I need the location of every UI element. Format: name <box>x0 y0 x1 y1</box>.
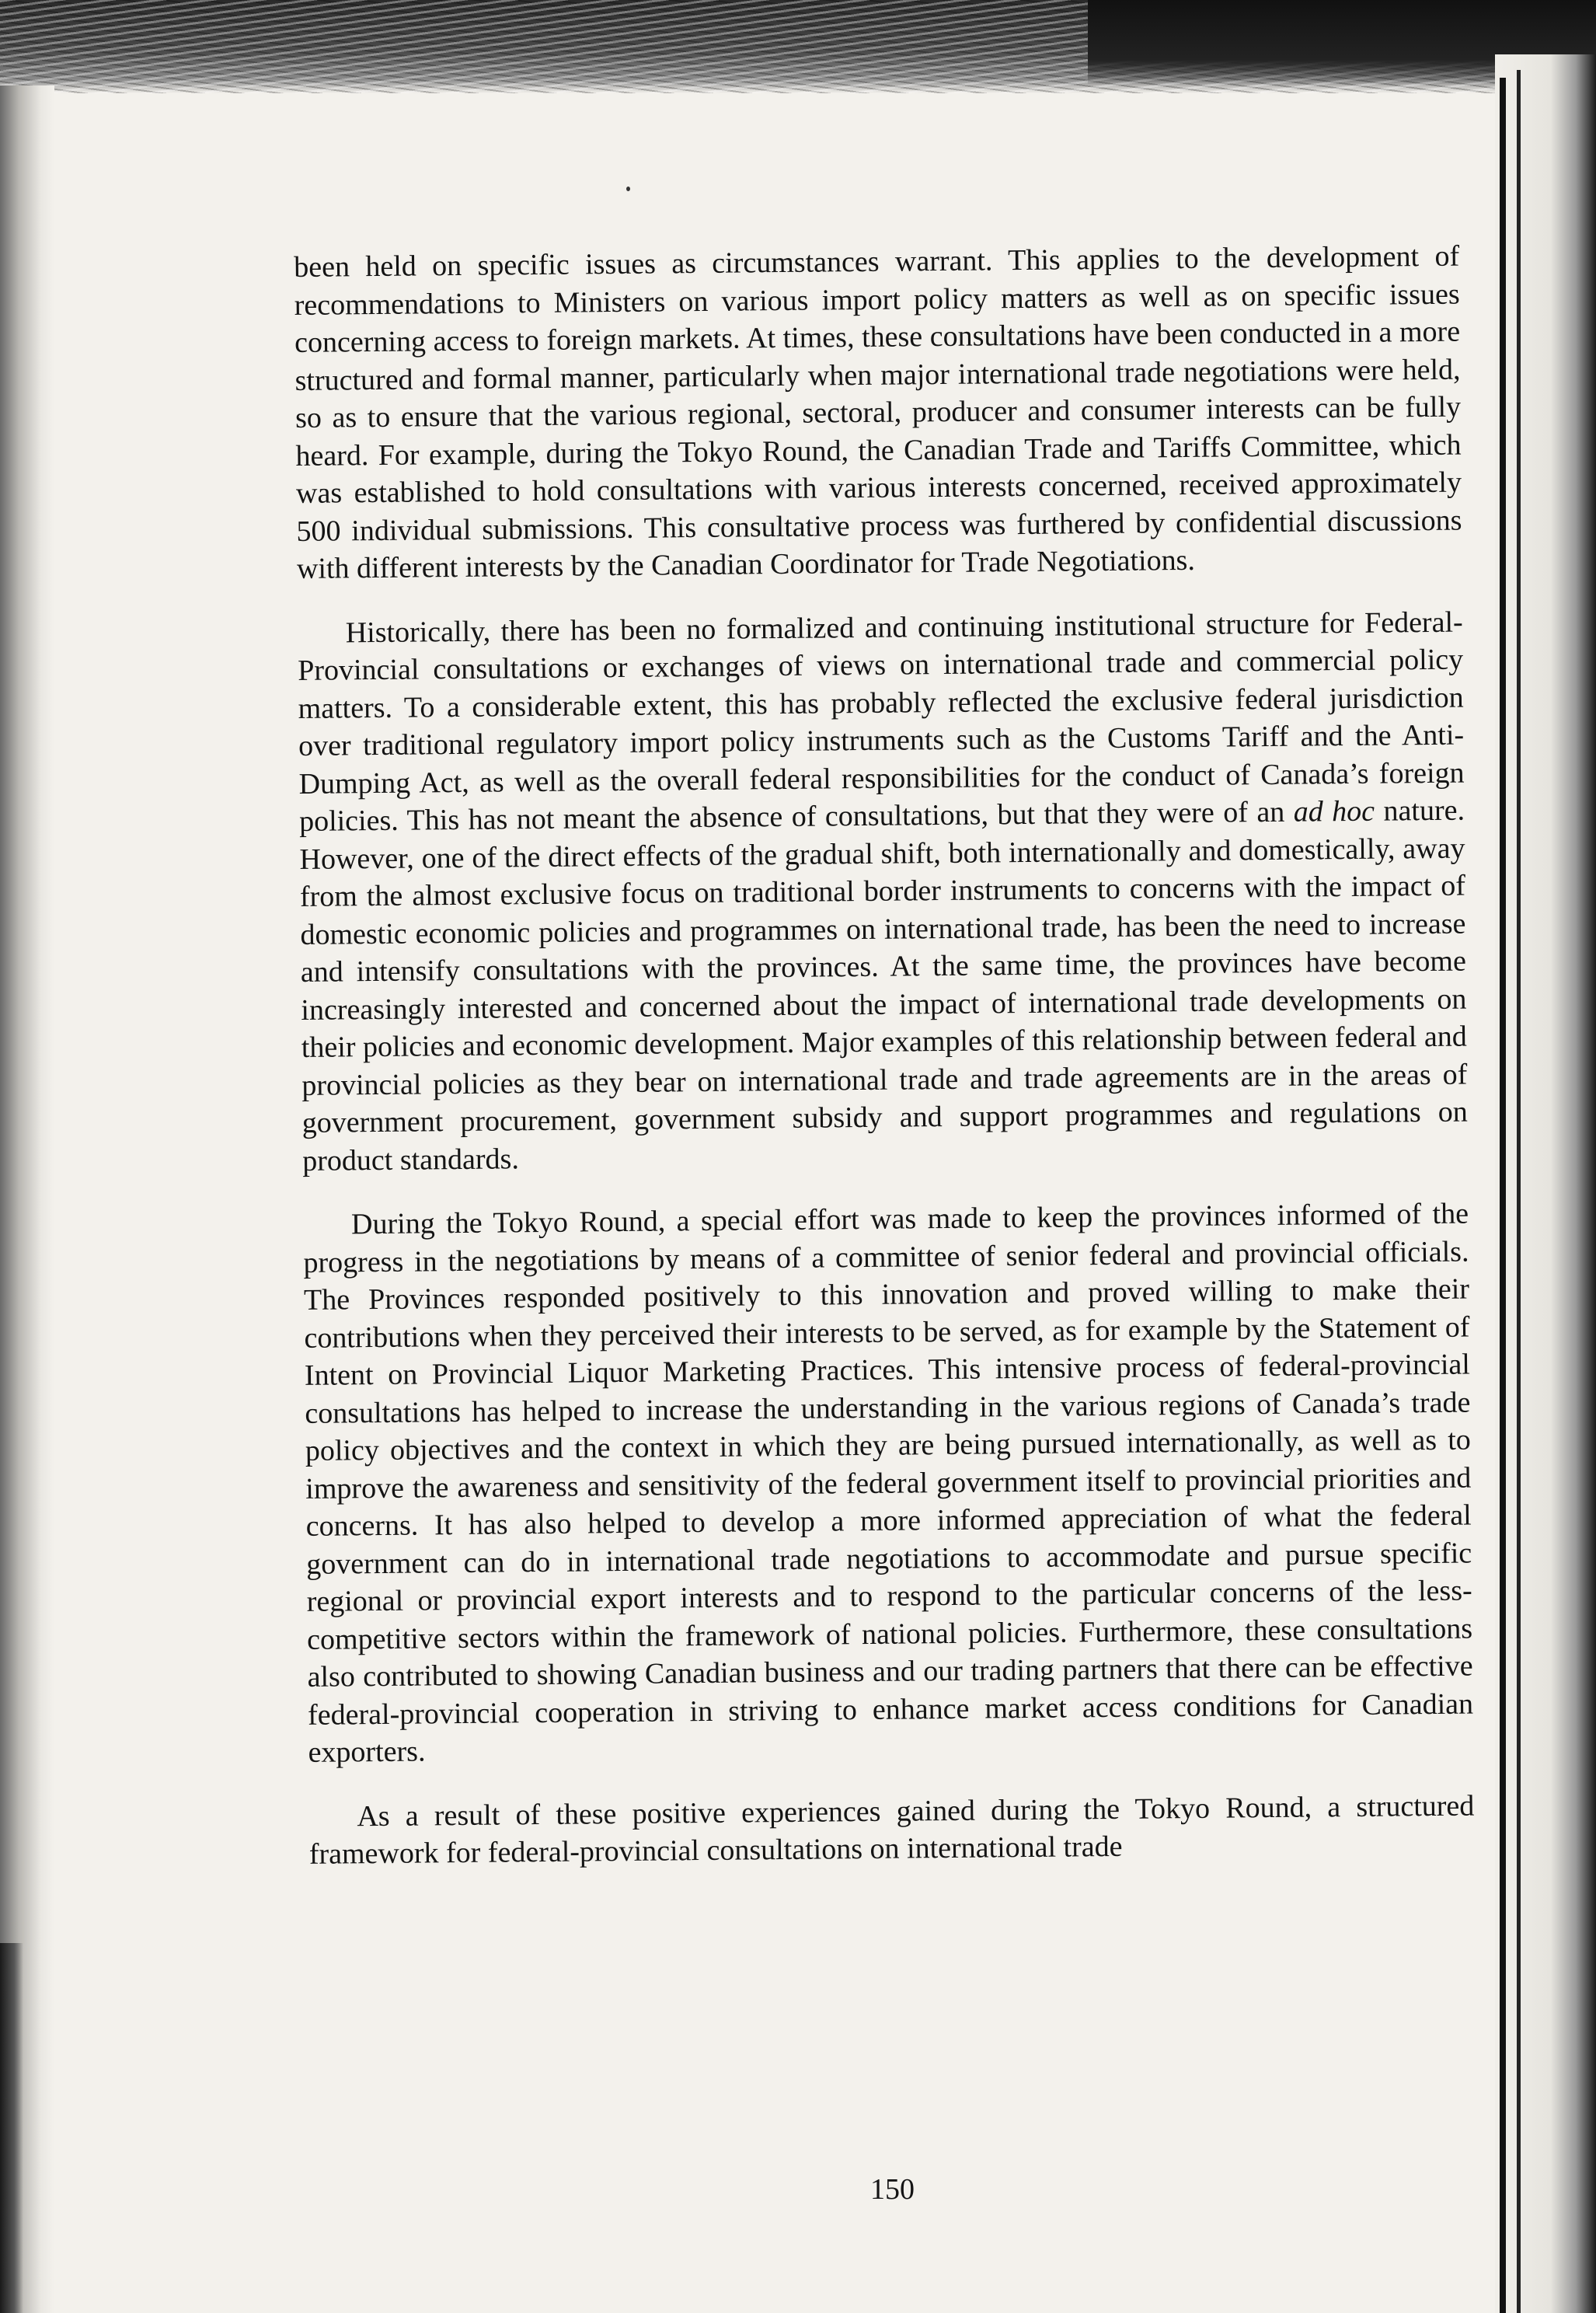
paragraph-3: During the Tokyo Round, a special effort was made to keep the provinces informed of the progress in the negotiations by means of a committee of senior federal and provincial officials. The Provinces responded positively to this innovation and proved willing to make their contributions when they perceived their interests to be served, as for example by the Statement of Intent on Provincial Liquor Marketing Practices. This intensive process of federal-provincial consultations has helped to increase the understanding in the various regions of Canada’s trade policy objectives and the context in which they are being pursued internationally, as well as to improve the awareness and sensitivity of the federal government itself to provincial priorities and concerns. It has also helped to develop a more informed appreciation of what the federal government can do in international trade negotiations to accommodate and pursue specific regional or provincial export interests and to respond to the particular concerns of the less-competitive sectors within the framework of national policies. Furthermore, these consultations also contributed to showing Canadian business and our trading partners that there can be effective federal-provincial cooperation in striving to enhance market access conditions for Canadian exporters. <box>303 1197 1474 1769</box>
scan-speck <box>626 187 630 191</box>
book-spine-edge-outer <box>1517 70 1521 2313</box>
paragraph-2-italic-term: ad hoc <box>1293 794 1375 829</box>
page-body <box>294 238 1475 1874</box>
book-spine-edge <box>1500 78 1506 2313</box>
paragraph-2-text-after: nature. However, one of the direct effects of the gradual shift, both internationally and domestically, away from the almost exclusive focus on traditional border instruments to concerns with the impact of domestic economic policies and programmes on international trade, has been the need to increase and intensify consultations with the provinces. At the same time, the provinces have become increasingly interested and concerned about the impact of international trade developments on their policies and economic development. Major examples of this relationship between federal and provincial policies as they bear on international trade and trade agreements are in the areas of government procurement, government subsidy and support programmes and regulations on product standards. <box>299 794 1468 1177</box>
paragraph-2-text-before: Historically, there has been no formalized and continuing institutional structure for Federal-Provincial consultations or exchanges of views on international trade and commercial policy matters. To a considerable extent, this has probably reflected the exclusive federal jurisdiction over traditional regulatory import policy instruments such as the Customs Tariff and the Anti-Dumping Act, as well as the overall federal responsibilities for the conduct of Canada’s foreign policies. This has not meant the absence of consultations, but that they were of an <box>298 605 1465 838</box>
scan-left-shadow <box>0 1943 23 2313</box>
book-spine-shadow <box>1495 54 1596 2313</box>
paragraph-1: been held on specific issues as circumstances warrant. This applies to the development of recommendations to Ministers on various import policy matters as well as on specific issues concerning access to foreign markets. At times, these consultations have been conducted in a more structured and formal manner, particularly when major international trade negotiations were held, so as to ensure that the various regional, sectoral, producer and consumer interests can be fully heard. For example, during the Tokyo Round, the Canadian Trade and Tariffs Committee, which was established to hold consultations with various interests concerned, received approximately 500 individual submissions. This consultative process was furthered by confidential discussions with different interests by the Canadian Coordinator for Trade Negotiations. <box>294 239 1462 585</box>
paragraph-2 <box>298 603 1469 1180</box>
page-number: 150 <box>870 2173 915 2206</box>
paragraph-4: As a result of these positive experiences gained during the Tokyo Round, a structured framework for federal-provincial consultations on international trade <box>308 1789 1475 1871</box>
